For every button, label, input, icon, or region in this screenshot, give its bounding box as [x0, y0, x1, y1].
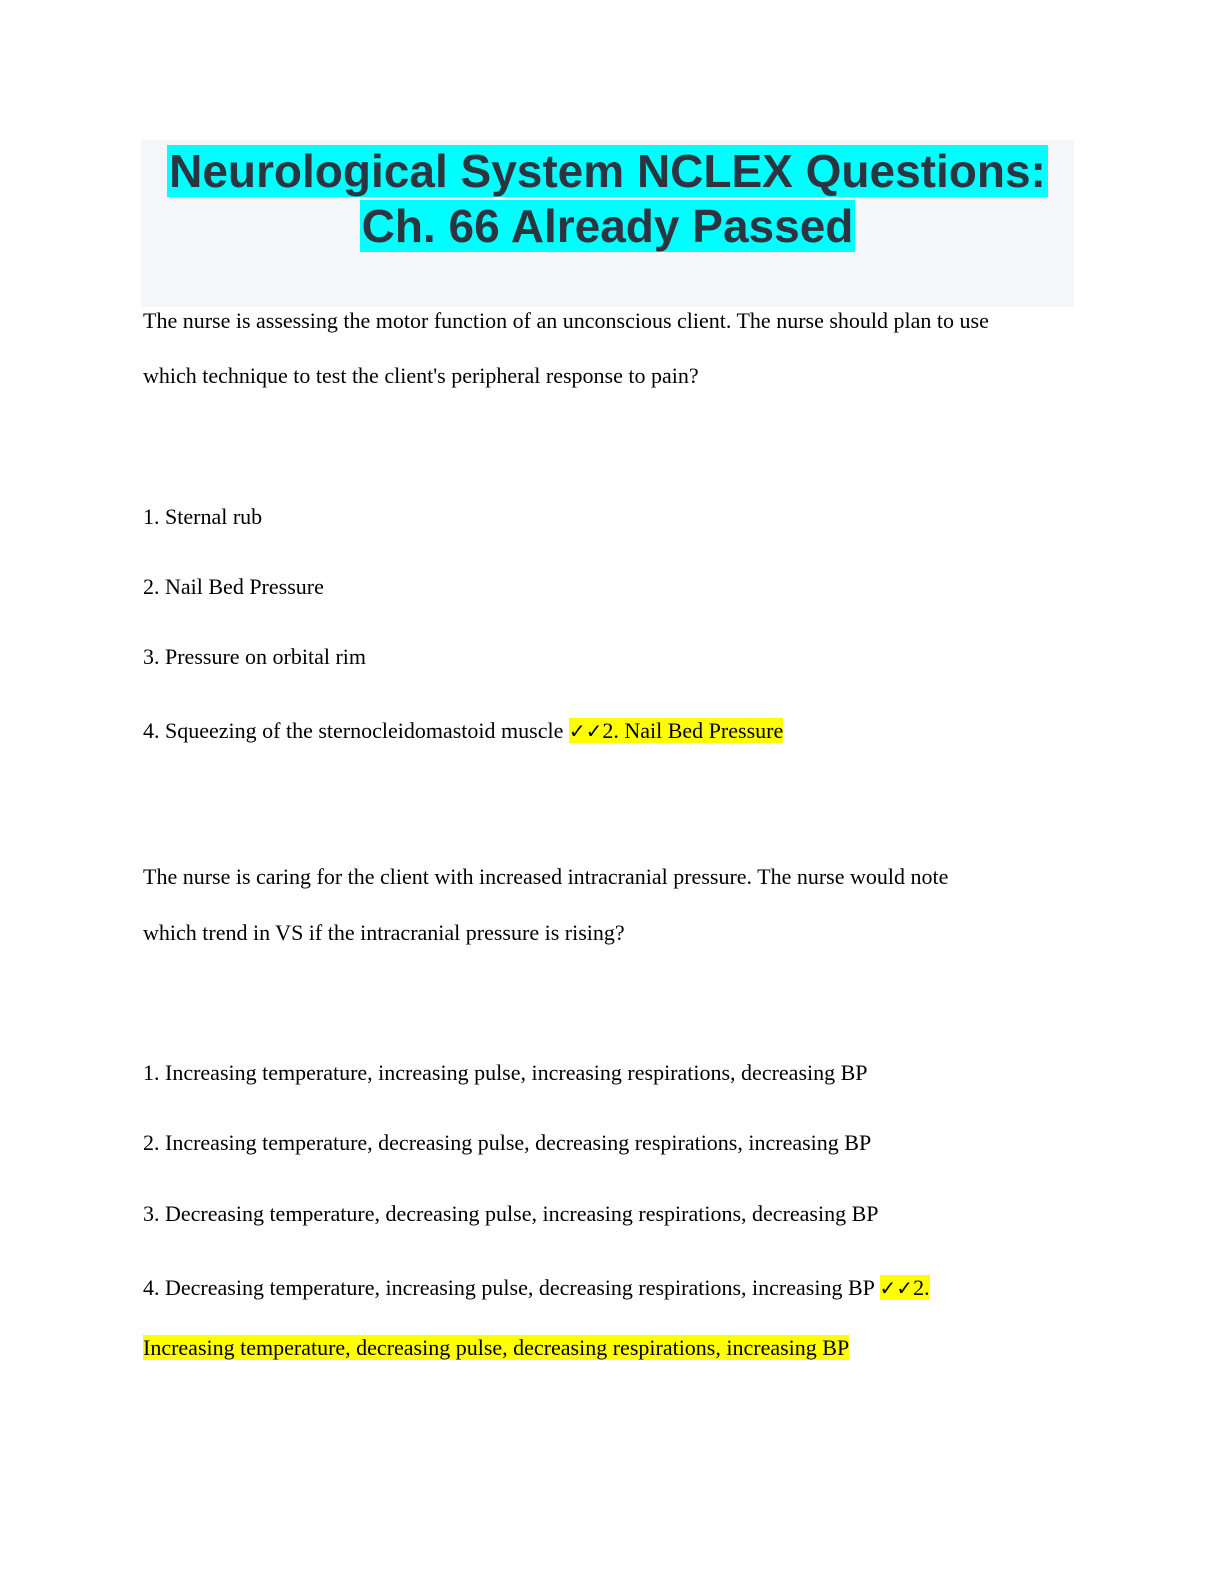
title-highlight: Ch. 66 Already Passed	[361, 200, 854, 252]
question-1-option-4-row	[143, 718, 783, 744]
title-line-1	[141, 144, 1074, 198]
title-block	[141, 140, 1074, 307]
title-line-2	[141, 199, 1074, 253]
question-1-answer-text: 2. Nail Bed Pressure	[602, 718, 784, 743]
question-2-answer-continued-row	[143, 1335, 849, 1361]
question-2-option-1: 1. Increasing temperature, increasing pulse, increasing respirations, decreasing BP	[143, 1060, 868, 1085]
question-1-stem-line-1: The nurse is assessing the motor function of an unconscious client. The nurse should plan to use	[143, 308, 989, 333]
question-2-option-3: 3. Decreasing temperature, decreasing pulse, increasing respirations, decreasing BP	[143, 1201, 879, 1226]
question-1-option-1: 1. Sternal rub	[143, 504, 263, 529]
question-2-option-2: 2. Increasing temperature, decreasing pulse, decreasing respirations, increasing BP	[143, 1130, 872, 1155]
question-2-option-4: 4. Decreasing temperature, increasing pulse, decreasing respirations, increasing BP	[143, 1275, 875, 1300]
question-1-answer	[569, 718, 783, 743]
question-2-answer-number: 2.	[913, 1275, 930, 1300]
double-check-icon: ✓✓	[568, 719, 603, 743]
question-1-option-4: 4. Squeezing of the sternocleidomastoid muscle	[143, 718, 564, 743]
question-2-option-4-row	[143, 1275, 930, 1301]
question-1-option-3: 3. Pressure on orbital rim	[143, 644, 367, 669]
question-2-stem-line-2: which trend in VS if the intracranial pressure is rising?	[143, 920, 625, 945]
title-highlight: Neurological System NCLEX Questions:	[169, 145, 1046, 197]
double-check-icon: ✓✓	[879, 1276, 914, 1300]
question-2-answer-start	[880, 1275, 930, 1300]
question-1-option-2: 2. Nail Bed Pressure	[143, 574, 324, 599]
question-2-answer-text: Increasing temperature, decreasing pulse, decreasing respirations, increasing BP	[143, 1335, 850, 1360]
question-1-stem-line-2: which technique to test the client's peripheral response to pain?	[143, 363, 699, 388]
question-2-stem-line-1: The nurse is caring for the client with increased intracranial pressure. The nurse would note	[143, 864, 949, 889]
